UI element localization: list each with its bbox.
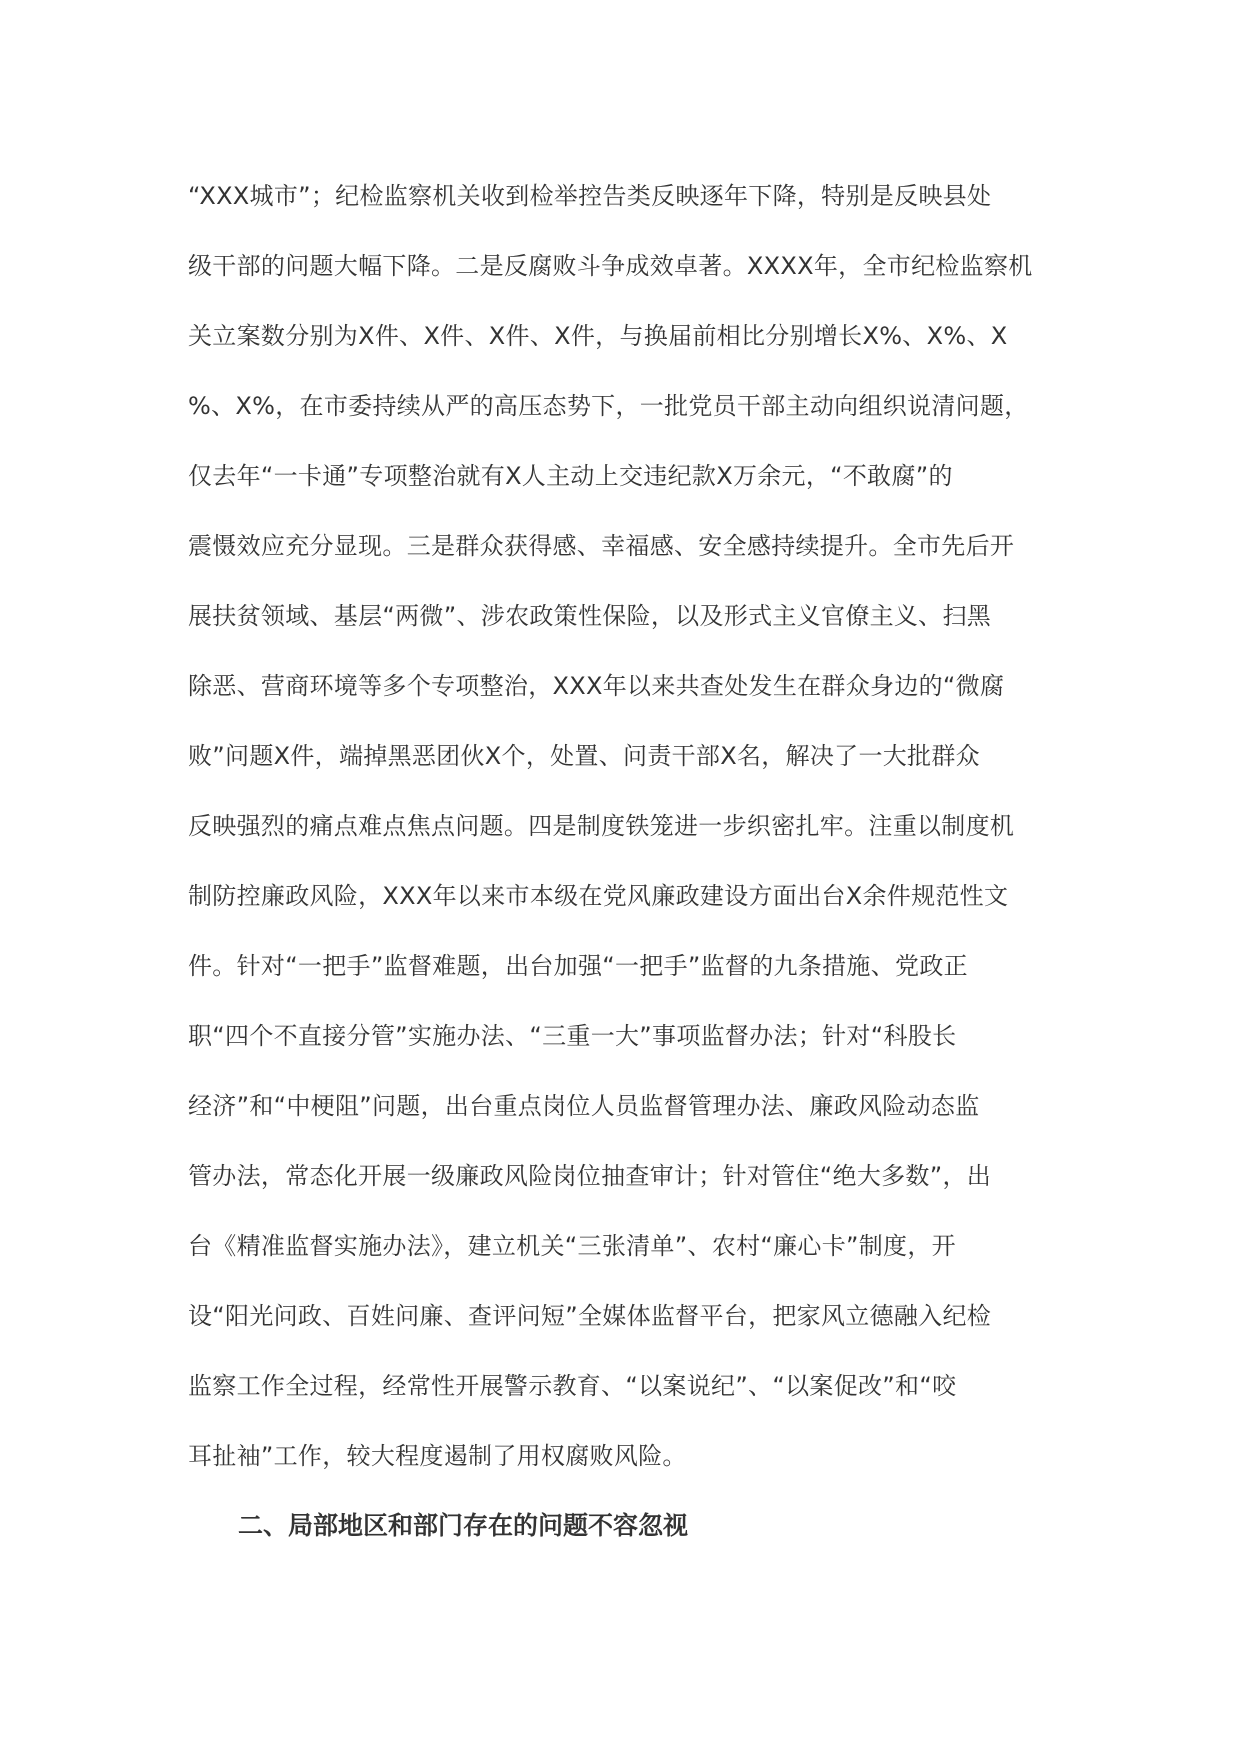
paragraph-line: 管办法，常态化开展一级廉政风险岗位抽查审计；针对管住“绝大多数”，出 xyxy=(188,1162,992,1190)
paragraph-line: 除恶、营商环境等多个专项整治，XXX年以来共查处发生在群众身边的“微腐 xyxy=(188,672,1005,700)
paragraph-line: %、X%，在市委持续从严的高压态势下，一批党员干部主动向组织说清问题， xyxy=(188,392,1029,420)
paragraph-line: 件。针对“一把手”监督难题，出台加强“一把手”监督的九条措施、党政正 xyxy=(188,952,968,980)
paragraph-line: 震慑效应充分显现。三是群众获得感、幸福感、安全感持续提升。全市先后开 xyxy=(188,532,1015,560)
paragraph-line: 经济”和“中梗阻”问题，出台重点岗位人员监督管理办法、廉政风险动态监 xyxy=(188,1092,980,1120)
paragraph-line: 制防控廉政风险，XXX年以来市本级在党风廉政建设方面出台X余件规范性文 xyxy=(188,882,1009,910)
paragraph-line: 职“四个不直接分管”实施办法、“三重一大”事项监督办法；针对“科股长 xyxy=(188,1022,957,1050)
section-heading: 二、局部地区和部门存在的问题不容忽视 xyxy=(238,1511,689,1540)
paragraph-line: 仅去年“一卡通”专项整治就有X人主动上交违纪款X万余元，“不敢腐”的 xyxy=(188,462,953,490)
paragraph-line: 反映强烈的痛点难点焦点问题。四是制度铁笼进一步织密扎牢。注重以制度机 xyxy=(188,812,1015,840)
paragraph-line: 级干部的问题大幅下降。二是反腐败斗争成效卓著。XXXX年，全市纪检监察机 xyxy=(188,252,1033,280)
paragraph-line: “XXX城市”；纪检监察机关收到检举控告类反映逐年下降，特别是反映县处 xyxy=(188,182,992,210)
paragraph-line: 展扶贫领域、基层“两微”、涉农政策性保险，以及形式主义官僚主义、扫黑 xyxy=(188,602,992,630)
body-paragraph xyxy=(188,170,1056,1500)
paragraph-line: 监察工作全过程，经常性开展警示教育、“以案说纪”、“以案促改”和“咬 xyxy=(188,1372,957,1400)
paragraph-line: 败”问题X件，端掉黑恶团伙X个，处置、问责干部X名，解决了一大批群众 xyxy=(188,742,980,770)
paragraph-line: 关立案数分别为X件、X件、X件、X件，与换届前相比分别增长X%、X%、X xyxy=(188,322,1008,350)
paragraph-line: 设“阳光问政、百姓问廉、查评问短”全媒体监督平台，把家风立德融入纪检 xyxy=(188,1302,992,1330)
paragraph-line: 台《精准监督实施办法》，建立机关“三张清单”、农村“廉心卡”制度，开 xyxy=(188,1232,956,1260)
paragraph-line: 耳扯袖”工作，较大程度遏制了用权腐败风险。 xyxy=(188,1442,687,1470)
